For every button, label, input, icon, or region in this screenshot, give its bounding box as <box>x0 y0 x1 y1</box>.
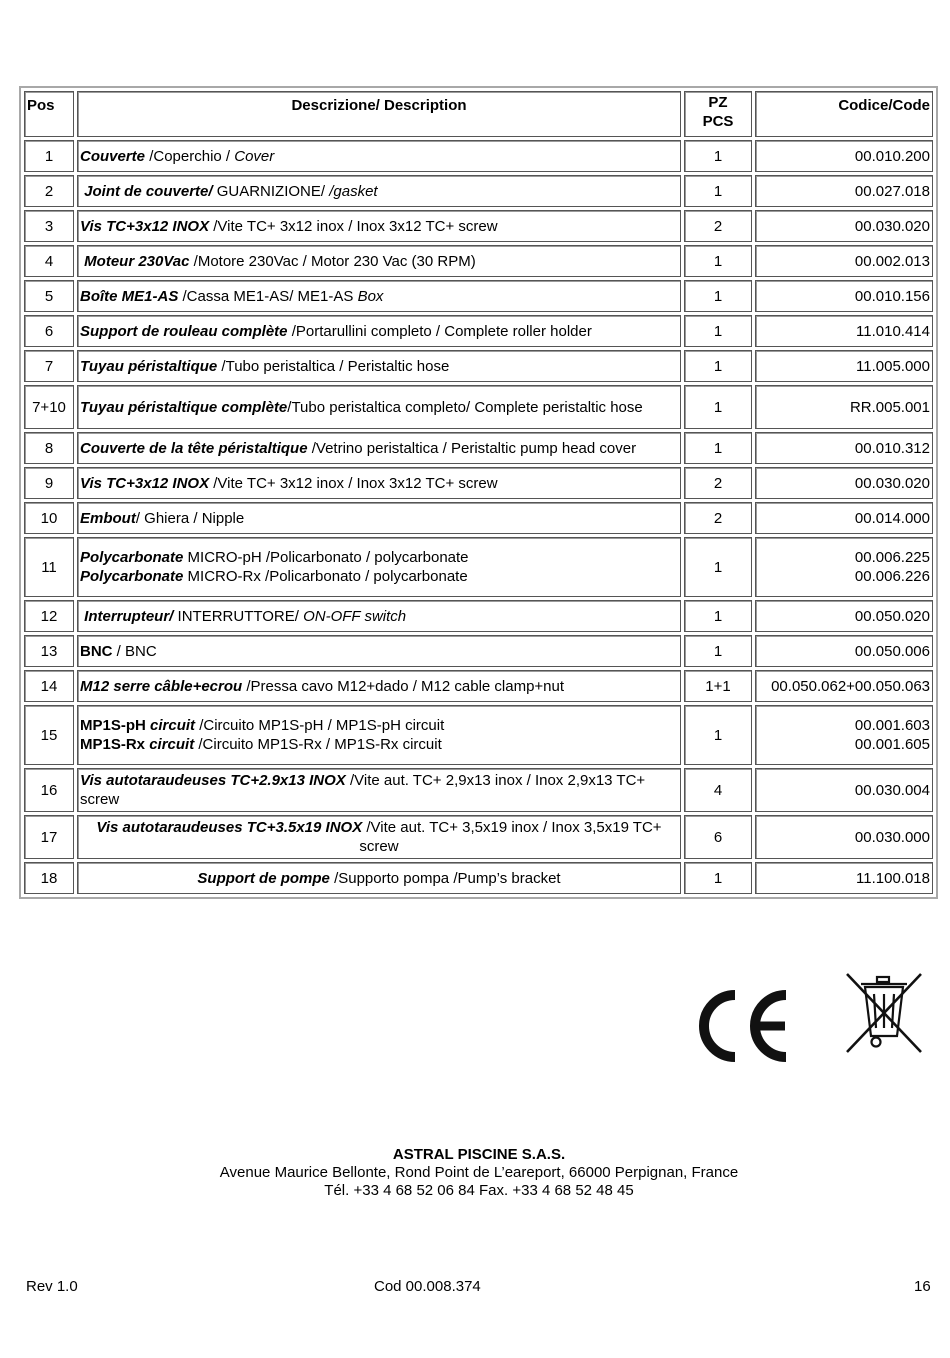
desc-fr: Moteur 230Vac <box>84 252 190 270</box>
row-description <box>77 815 681 859</box>
row-pcs: 1 <box>684 635 752 667</box>
row-pos: 17 <box>24 815 74 859</box>
row-description <box>77 245 681 277</box>
table-row <box>24 280 933 312</box>
desc-rest: /Coperchio / <box>145 147 235 165</box>
desc-rest: /Motore 230Vac / Motor 230 Vac (30 RPM) <box>189 252 476 270</box>
desc-en: /gasket <box>329 182 378 200</box>
row-code: 00.010.156 <box>755 280 933 312</box>
row-code: 11.100.018 <box>755 862 933 894</box>
row-code: 00.014.000 <box>755 502 933 534</box>
row-pos: 4 <box>24 245 74 277</box>
row-pos: 10 <box>24 502 74 534</box>
table-row <box>24 175 933 207</box>
table-row <box>24 635 933 667</box>
row-description <box>77 280 681 312</box>
table-row <box>24 315 933 347</box>
desc-rest: /Tubo peristaltica / Peristaltic hose <box>217 357 450 375</box>
desc-fr: Vis TC+3x12 INOX <box>80 217 210 235</box>
table-row <box>24 600 933 632</box>
row-code-2: 00.001.605 <box>854 736 930 753</box>
row-pcs: 1+1 <box>684 670 752 702</box>
table-row <box>24 815 933 859</box>
row-description <box>77 210 681 242</box>
desc-fr: Tuyau péristaltique complète <box>80 398 288 416</box>
desc-fr: circuit <box>150 717 196 734</box>
row-description <box>77 537 681 597</box>
desc-fr: Boîte ME1-AS <box>80 287 179 305</box>
row-code-1: 00.001.603 <box>854 717 930 734</box>
row-pcs: 2 <box>684 502 752 534</box>
row-code: 00.010.312 <box>755 432 933 464</box>
table-row <box>24 768 933 812</box>
row-pcs: 4 <box>684 768 752 812</box>
row-code: 00.002.013 <box>755 245 933 277</box>
row-pcs: 1 <box>684 432 752 464</box>
row-pcs: 2 <box>684 210 752 242</box>
row-pos: 2 <box>24 175 74 207</box>
row-code-2: 00.006.226 <box>854 568 930 585</box>
desc-rest: /Circuito MP1S-Rx / MP1S-Rx circuit <box>194 736 442 753</box>
row-pcs: 2 <box>684 467 752 499</box>
row-pos: 6 <box>24 315 74 347</box>
row-code: 00.010.200 <box>755 140 933 172</box>
desc-rest: MICRO-pH /Policarbonato / polycarbonate <box>183 549 469 566</box>
header-pcs-line1: PZ <box>708 94 728 111</box>
footer-page-number: 16 <box>914 1278 931 1295</box>
desc-line-2 <box>80 567 678 586</box>
company-phone: Tél. +33 4 68 52 06 84 Fax. +33 4 68 52 48 45 <box>324 1182 634 1199</box>
desc-fr: Joint de couverte/ <box>84 182 213 200</box>
row-code <box>755 705 933 765</box>
desc-rest: / Ghiera / Nipple <box>135 509 245 527</box>
table-header-row <box>24 91 933 137</box>
desc-fr: Couverte <box>80 147 146 165</box>
row-pos: 3 <box>24 210 74 242</box>
desc-fr: Support de pompe <box>197 869 330 887</box>
row-description <box>77 350 681 382</box>
header-pcs-line2: PCS <box>702 113 734 130</box>
company-address: Avenue Maurice Bellonte, Rond Point de L’eareport, 66000 Perpignan, France <box>219 1164 739 1181</box>
row-pos: 7 <box>24 350 74 382</box>
ce-mark-c <box>704 995 735 1057</box>
row-pcs: 1 <box>684 315 752 347</box>
row-code: 00.050.006 <box>755 635 933 667</box>
desc-fr: Couverte de la tête péristaltique <box>80 439 308 457</box>
row-description <box>77 635 681 667</box>
row-pcs: 6 <box>684 815 752 859</box>
row-pos: 8 <box>24 432 74 464</box>
row-code: 00.050.020 <box>755 600 933 632</box>
row-description <box>77 467 681 499</box>
table-row <box>24 537 933 597</box>
row-pos: 16 <box>24 768 74 812</box>
row-pcs: 1 <box>684 705 752 765</box>
row-code: 00.030.020 <box>755 210 933 242</box>
table-row <box>24 670 933 702</box>
row-code: 00.030.020 <box>755 467 933 499</box>
table-row <box>24 432 933 464</box>
row-pos: 11 <box>24 537 74 597</box>
row-description <box>77 432 681 464</box>
desc-rest: /Vite aut. TC+ 2,9x13 inox / Inox 2,9x13 TC+ screw <box>80 772 646 808</box>
row-pos: 5 <box>24 280 74 312</box>
desc-fr: Vis TC+3x12 INOX <box>80 474 210 492</box>
desc-model: MP1S-Rx <box>80 736 150 753</box>
row-description <box>77 385 681 429</box>
header-code: Codice/Code <box>755 91 933 137</box>
row-pcs: 1 <box>684 245 752 277</box>
row-description <box>77 502 681 534</box>
table-row <box>24 502 933 534</box>
table-row <box>24 245 933 277</box>
desc-fr: circuit <box>149 736 195 753</box>
row-description <box>77 140 681 172</box>
footer-document-code: Cod 00.008.374 <box>374 1278 481 1295</box>
desc-line-1 <box>80 548 678 567</box>
desc-fr: Interrupteur/ <box>84 607 174 625</box>
desc-line-2 <box>80 735 678 754</box>
row-pos: 12 <box>24 600 74 632</box>
desc-rest: / BNC <box>112 642 157 660</box>
row-pos: 14 <box>24 670 74 702</box>
row-description <box>77 705 681 765</box>
company-name: ASTRAL PISCINE S.A.S. <box>392 1146 566 1163</box>
row-pos: 18 <box>24 862 74 894</box>
header-description: Descrizione/ Description <box>77 91 681 137</box>
desc-rest: INTERRUTTORE/ <box>173 607 304 625</box>
table-row <box>24 862 933 894</box>
table-row <box>24 467 933 499</box>
row-description <box>77 600 681 632</box>
desc-rest: /Supporto pompa /Pump’s bracket <box>329 869 561 887</box>
row-pos: 15 <box>24 705 74 765</box>
table-row <box>24 210 933 242</box>
row-code: 00.027.018 <box>755 175 933 207</box>
desc-fr: Tuyau péristaltique <box>80 357 218 375</box>
desc-rest: /Portarullini completo / Complete roller holder <box>287 322 592 340</box>
table-row <box>24 705 933 765</box>
row-pos: 7+10 <box>24 385 74 429</box>
row-pcs: 1 <box>684 140 752 172</box>
row-code: 11.005.000 <box>755 350 933 382</box>
desc-en: Cover <box>234 147 275 165</box>
row-description <box>77 768 681 812</box>
parts-table <box>19 86 938 899</box>
desc-fr: Vis autotaraudeuses TC+3.5x19 INOX <box>96 819 363 836</box>
table-row <box>24 385 933 429</box>
table-row <box>24 350 933 382</box>
header-pos: Pos <box>24 91 74 137</box>
desc-rest: GUARNIZIONE/ <box>212 182 330 200</box>
row-pcs: 1 <box>684 600 752 632</box>
desc-en: Box <box>357 287 384 305</box>
desc-fr: Polycarbonate <box>80 549 184 566</box>
row-pos: 1 <box>24 140 74 172</box>
desc-rest: MICRO-Rx /Policarbonato / polycarbonate <box>183 568 468 585</box>
company-info <box>0 1146 950 1200</box>
row-description <box>77 175 681 207</box>
row-pcs: 1 <box>684 280 752 312</box>
row-pcs: 1 <box>684 350 752 382</box>
table-row <box>24 140 933 172</box>
row-description <box>77 670 681 702</box>
ce-mark-icon <box>695 990 791 1062</box>
row-code: 00.050.062+00.050.063 <box>755 670 933 702</box>
crossed-out-wheelie-bin-icon <box>843 970 925 1056</box>
desc-rest: /Vite TC+ 3x12 inox / Inox 3x12 TC+ screw <box>209 474 498 492</box>
row-code: 11.010.414 <box>755 315 933 347</box>
desc-fr: M12 serre câble+ecrou <box>80 677 243 695</box>
row-code: RR.005.001 <box>755 385 933 429</box>
desc-fr: BNC <box>80 642 113 660</box>
row-pcs: 1 <box>684 175 752 207</box>
desc-fr: Embout <box>80 509 136 527</box>
row-code-1: 00.006.225 <box>854 549 930 566</box>
header-pcs <box>684 91 752 137</box>
row-pcs: 1 <box>684 385 752 429</box>
row-code: 00.030.000 <box>755 815 933 859</box>
ce-mark-e-bar <box>757 1022 785 1031</box>
desc-rest: /Pressa cavo M12+dado / M12 cable clamp+nut <box>242 677 565 695</box>
row-pos: 9 <box>24 467 74 499</box>
desc-line-1 <box>80 716 678 735</box>
row-description <box>77 862 681 894</box>
footer-revision: Rev 1.0 <box>26 1278 78 1295</box>
row-description <box>77 315 681 347</box>
desc-rest: /Circuito MP1S-pH / MP1S-pH circuit <box>195 717 445 734</box>
row-code <box>755 537 933 597</box>
desc-rest: /Tubo peristaltica completo/ Complete peristaltic hose <box>287 398 643 416</box>
desc-rest: /Vite aut. TC+ 3,5x19 inox / Inox 3,5x19 TC+ screw <box>359 819 662 855</box>
desc-rest: /Vetrino peristaltica / Peristaltic pump head cover <box>307 439 637 457</box>
desc-rest: /Cassa ME1-AS/ ME1-AS <box>178 287 358 305</box>
desc-fr: Support de rouleau complète <box>80 322 288 340</box>
row-pcs: 1 <box>684 537 752 597</box>
row-code: 00.030.004 <box>755 768 933 812</box>
desc-model: MP1S-pH <box>80 717 151 734</box>
desc-rest: /Vite TC+ 3x12 inox / Inox 3x12 TC+ screw <box>209 217 498 235</box>
row-pos: 13 <box>24 635 74 667</box>
desc-fr: Polycarbonate <box>80 568 184 585</box>
desc-fr: Vis autotaraudeuses TC+2.9x13 INOX <box>80 772 346 789</box>
desc-en: ON-OFF switch <box>303 607 407 625</box>
row-pcs: 1 <box>684 862 752 894</box>
